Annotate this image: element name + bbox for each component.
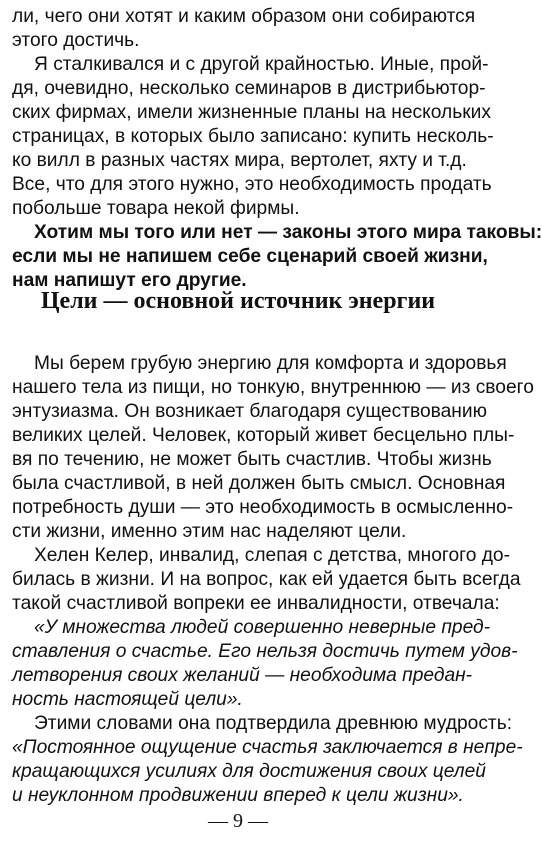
text-line: если мы не напишем себе сценарий своей жизни, — [12, 246, 488, 267]
text-line: «У множества людей совершенно неверные пред- — [34, 617, 491, 638]
text-line: этого достичь. — [12, 30, 140, 51]
text-line: летворения своих желаний — необходима предан- — [12, 665, 473, 686]
text-line: Хелен Келер, инвалид, слепая с детства, многого до- — [34, 545, 510, 566]
text-line: Я сталкивался и с другой крайностью. Иные, прой- — [34, 54, 489, 75]
quote-happiness — [12, 616, 518, 712]
text-line: ли, чего они хотят и каким образом они собираются — [12, 6, 476, 27]
text-line: сти жизни, именно этим нас наделяют цели. — [12, 521, 407, 542]
text-line: билась в жизни. И на вопрос, как ей удается быть всегда — [12, 569, 521, 590]
text-line: и неуклонном продвижении вперед к цели жизни». — [12, 785, 464, 806]
text-line: нашего тела из пищи, но тонкую, внутреннюю — из своего — [12, 377, 534, 398]
text-line: Хотим мы того или нет — законы этого мира таковы: — [34, 222, 542, 243]
quote-constant-happiness — [12, 736, 523, 808]
text-line: Этими словами она подтвердила древнюю мудрость: — [34, 713, 513, 734]
text-line: была счастливой, в ней должен быть смысл. Основная — [12, 473, 506, 494]
text-line: энтузиазма. Он возникает благодаря существованию — [12, 401, 487, 422]
paragraph-continued — [12, 5, 476, 53]
text-line: такой счастливой вопреки ее инвалидности, отвечала: — [12, 593, 500, 614]
text-line: дя, очевидно, несколько семинаров в дистрибьютор- — [12, 78, 486, 99]
paragraph-ancient-wisdom — [12, 712, 513, 736]
paragraph-extremes — [12, 53, 494, 221]
section-heading: Цели — основной источник энергии — [40, 288, 436, 314]
text-line: кращающихся усилиях для достижения своих целей — [12, 761, 486, 782]
text-line: нам напишут его другие. — [12, 270, 247, 291]
text-line: ко вилл в разных частях мира, вертолет, яхту и т.д. — [12, 150, 467, 171]
text-line: страницах, в которых было записано: купить несколь- — [12, 126, 494, 147]
text-line: Мы берем грубую энергию для комфорта и здоровья — [34, 353, 507, 374]
text-line: побольше товара некой фирмы. — [12, 198, 300, 219]
paragraph-helen-keller — [12, 544, 521, 616]
paragraph-bold-statement — [12, 221, 542, 293]
text-line: ских фирмах, имели жизненные планы на нескольких — [12, 102, 491, 123]
text-line: Все, что для этого нужно, это необходимость продать — [12, 174, 492, 195]
text-line: потребность души — это необходимость в осмысленно- — [12, 497, 514, 518]
page-number: — 9 — — [208, 810, 268, 832]
text-line: ность настоящей цели». — [12, 689, 243, 710]
paragraph-energy — [12, 352, 534, 544]
text-line: великих целей. Человек, который живет бесцельно плы- — [12, 425, 515, 446]
text-line: «Постоянное ощущение счастья заключается в непре- — [12, 737, 523, 758]
text-line: вя по течению, не может быть счастлив. Чтобы жизнь — [12, 449, 492, 470]
text-line: ставления о счастье. Его нельзя достичь путем удов- — [12, 641, 518, 662]
